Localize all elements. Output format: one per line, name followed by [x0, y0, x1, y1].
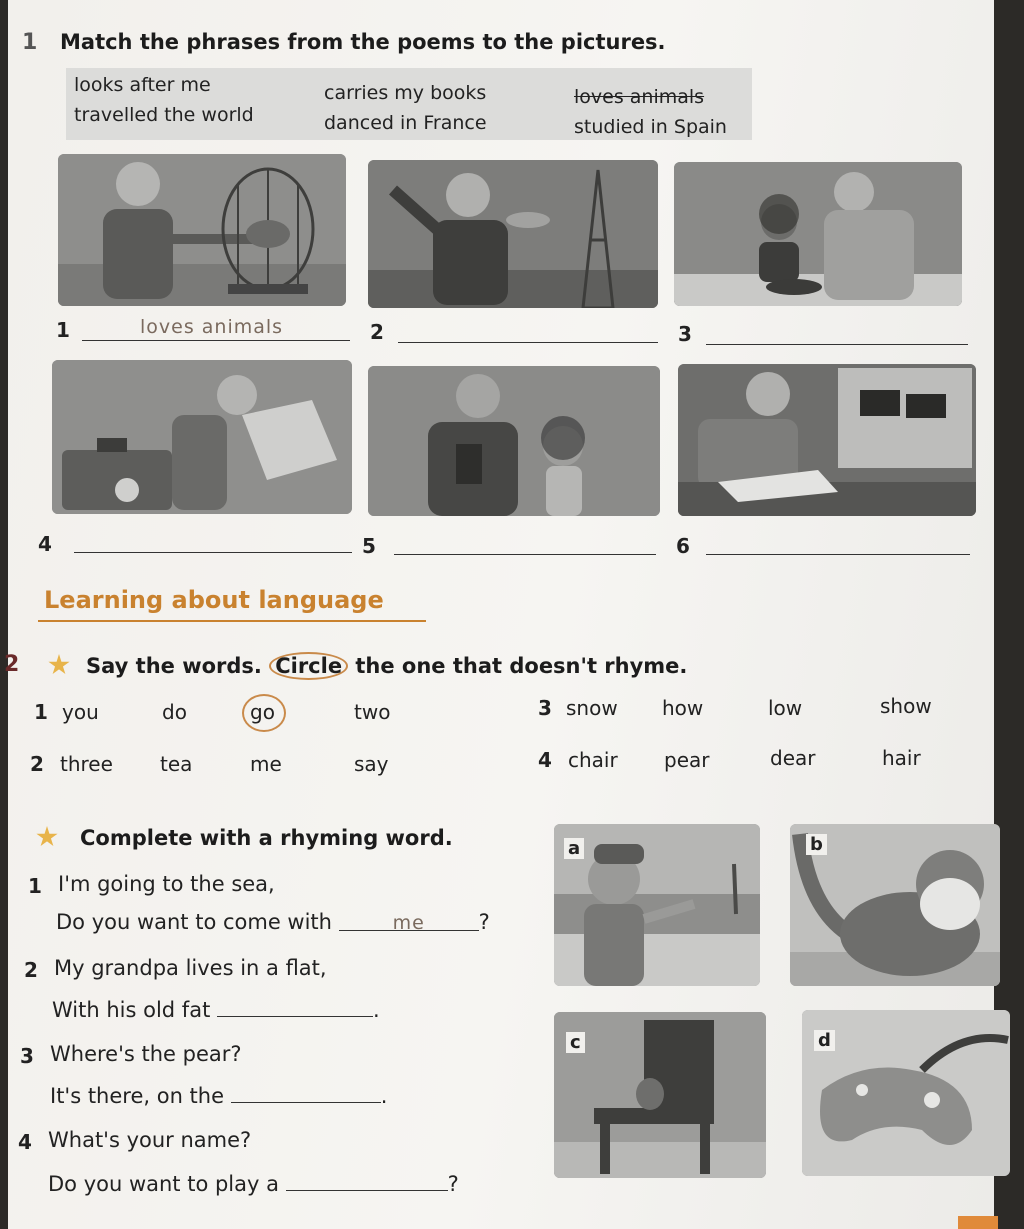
picture-2-grandpa-paris [368, 160, 658, 308]
exercise-1-instruction: Match the phrases from the poems to the pictures. [60, 30, 666, 54]
answer-line-2[interactable] [398, 318, 658, 343]
rhyme-item-3-prompt: It's there, on the [50, 1084, 225, 1108]
exercise-1-number: 1 [22, 30, 38, 55]
rhyme-row-3-number: 3 [538, 696, 552, 720]
rhyme-item-4-line1: What's your name? [48, 1128, 252, 1152]
rhyme-item-1-blank[interactable] [339, 910, 479, 934]
answer-number-6: 6 [676, 534, 690, 558]
rhyme-item-2-prompt: With his old fat [52, 998, 211, 1022]
rhyme-row-4-number: 4 [538, 748, 552, 772]
rhyme-word-go-circled[interactable]: go [250, 700, 275, 724]
rhyme-word-say[interactable]: say [354, 752, 389, 776]
rhyme-word-two[interactable]: two [354, 700, 391, 724]
rhyme-item-4-prompt: Do you want to play a [48, 1172, 279, 1196]
section-divider [38, 620, 426, 622]
rhyme-item-4-blank[interactable] [286, 1170, 448, 1191]
rhyme-word-chair[interactable]: chair [568, 748, 618, 772]
picture-6-grandpa-desk-bulls [678, 364, 976, 516]
answer-line-6[interactable] [706, 530, 970, 555]
rhyme-word-tea[interactable]: tea [160, 752, 193, 776]
rhyme-item-2-line2 [52, 996, 380, 1022]
rhyme-item-1-number: 1 [28, 874, 42, 898]
rhyme-item-4-line2 [48, 1170, 459, 1196]
rhyme-word-hair[interactable]: hair [882, 746, 921, 770]
answer-line-3[interactable] [706, 320, 968, 345]
workbook-page [4, 0, 994, 1229]
section-title: Learning about language [44, 586, 384, 614]
rhyme-word-how[interactable]: how [662, 696, 704, 720]
picture-1-grandpa-with-bird [58, 154, 346, 306]
phrase-carries-my-books: carries my books [324, 82, 487, 104]
rhyme-item-1-punct: ? [478, 910, 490, 934]
rhyme-item-2-blank[interactable] [217, 996, 373, 1017]
instruction-say-the-words: Say the words. [86, 654, 262, 678]
rhyme-item-2-punct: . [373, 998, 380, 1022]
instruction-circle-word: Circle [269, 652, 348, 680]
speaking-star-icon [48, 654, 70, 676]
picture-5-grandpa-books-girl [368, 366, 660, 516]
answer-line-5[interactable] [394, 530, 656, 555]
rhyme-row-2-number: 2 [30, 752, 44, 776]
rhyme-word-snow[interactable]: snow [566, 696, 618, 720]
rhyme-item-3-punct: . [380, 1084, 388, 1108]
phrase-danced-in-france: danced in France [324, 112, 487, 134]
rhyme-item-1-line1: I'm going to the sea, [58, 872, 275, 896]
rhyme-item-3-number: 3 [20, 1044, 34, 1068]
rhyme-item-2-line1: My grandpa lives in a flat, [54, 956, 327, 980]
speaking-star-icon-2 [36, 826, 58, 848]
rhyme-word-do[interactable]: do [162, 700, 187, 724]
rhyme-word-low[interactable]: low [768, 696, 803, 720]
picture-label-c: c [566, 1032, 585, 1053]
rhyme-word-show[interactable]: show [880, 694, 932, 718]
page-corner-tab [958, 1216, 998, 1229]
answer-1-handwriting: loves animals [140, 316, 284, 338]
answer-number-3: 3 [678, 322, 692, 346]
rhyme-row-1-number: 1 [34, 700, 48, 724]
answer-number-4: 4 [38, 532, 52, 556]
rhyme-word-dear[interactable]: dear [770, 746, 816, 770]
rhyme-word-you[interactable]: you [62, 700, 99, 724]
phrase-box [66, 68, 752, 140]
phrase-travelled-the-world: travelled the world [74, 104, 254, 126]
rhyme-item-4-punct: ? [447, 1172, 459, 1196]
picture-3-grandpa-and-boy-cake [674, 162, 962, 306]
answer-number-2: 2 [370, 320, 384, 344]
rhyme-item-1-prompt: Do you want to come with [56, 910, 332, 934]
rhyme-item-3-line1: Where's the pear? [50, 1042, 242, 1066]
answer-number-5: 5 [362, 534, 376, 558]
answer-line-1[interactable] [82, 316, 350, 341]
rhyme-item-3-blank[interactable] [231, 1082, 381, 1103]
rhyme-item-4-number: 4 [18, 1130, 32, 1154]
instruction-doesnt-rhyme: the one that doesn't rhyme. [355, 654, 688, 678]
picture-label-b: b [806, 834, 827, 855]
rhyme-word-me[interactable]: me [250, 752, 282, 776]
rhyme-word-pear[interactable]: pear [664, 748, 710, 772]
rhyme-item-1-answer: me [392, 912, 425, 934]
rhyme-word-three[interactable]: three [60, 752, 113, 776]
exercise-3-instruction: Complete with a rhyming word. [80, 826, 453, 850]
answer-line-4[interactable] [74, 528, 352, 553]
exercise-2-instruction [86, 652, 687, 680]
picture-c-chair-with-pear [554, 1012, 766, 1178]
picture-label-d: d [814, 1030, 835, 1051]
picture-label-a: a [564, 838, 584, 859]
exercise-2-number: 2 [4, 652, 20, 677]
phrase-loves-animals-crossed: loves animals [574, 86, 705, 108]
picture-4-grandpa-suitcase-map [52, 360, 352, 514]
phrase-studied-in-spain: studied in Spain [574, 116, 727, 138]
phrase-looks-after-me: looks after me [74, 74, 211, 96]
picture-a-girl-at-sea [554, 824, 760, 986]
rhyme-item-3-line2 [50, 1082, 387, 1108]
rhyme-item-2-number: 2 [24, 958, 38, 982]
answer-number-1: 1 [56, 318, 70, 342]
rhyme-item-1-line2 [56, 910, 490, 934]
